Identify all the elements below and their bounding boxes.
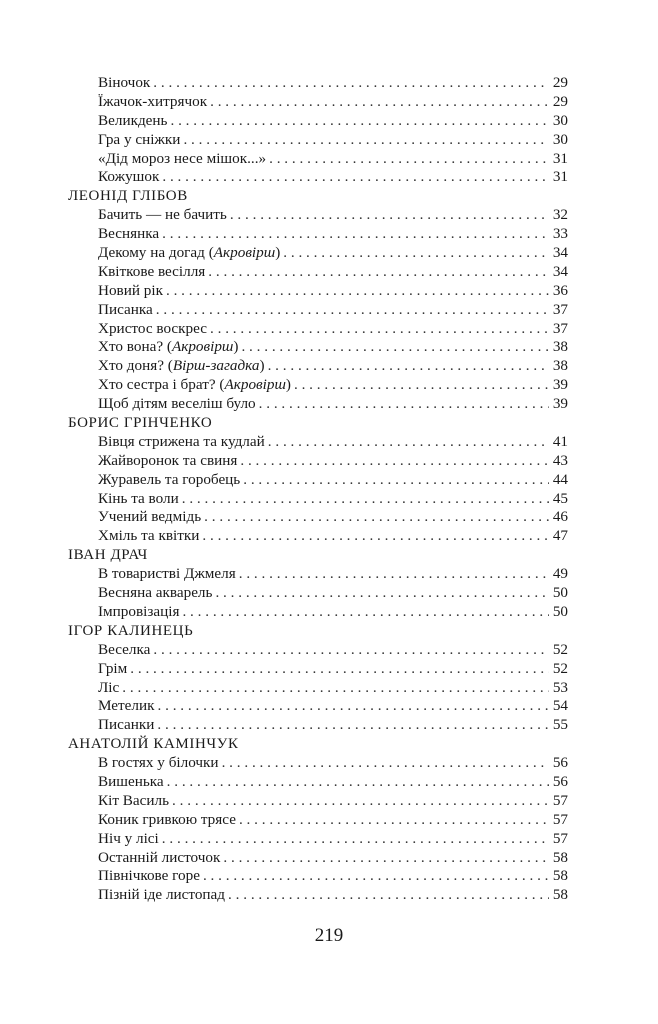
toc-entry bbox=[68, 660, 568, 679]
entry-page: 30 bbox=[552, 130, 568, 148]
dot-leader bbox=[223, 849, 549, 868]
toc-entry bbox=[68, 603, 568, 622]
author-heading bbox=[68, 735, 568, 754]
entry-title: Бачить — не бачить bbox=[98, 206, 227, 224]
author-name: БОРИС ГРІНЧЕНКО bbox=[68, 415, 213, 432]
author-heading bbox=[68, 187, 568, 206]
entry-page: 56 bbox=[552, 772, 568, 790]
entry-title: Хто доня? (Вірш-загадка) bbox=[98, 357, 265, 375]
entry-page: 36 bbox=[552, 281, 568, 299]
dot-leader bbox=[230, 206, 549, 225]
toc-entry bbox=[68, 338, 568, 357]
entry-title: Коник гривкою трясе bbox=[98, 810, 236, 828]
dot-leader bbox=[294, 376, 549, 395]
entry-title: Кожушок bbox=[98, 168, 160, 186]
entry-title: Грім bbox=[98, 659, 128, 677]
dot-leader bbox=[222, 754, 549, 773]
entry-page: 52 bbox=[552, 640, 568, 658]
entry-title: В гостях у білочки bbox=[98, 754, 219, 772]
dot-leader bbox=[240, 452, 549, 471]
toc-entry bbox=[68, 773, 568, 792]
dot-leader bbox=[203, 867, 549, 886]
entry-page: 57 bbox=[552, 791, 568, 809]
entry-title: Хто вона? (Акровірш) bbox=[98, 338, 239, 356]
toc-entry bbox=[68, 320, 568, 339]
entry-page: 39 bbox=[552, 376, 568, 394]
dot-leader bbox=[208, 263, 549, 282]
entry-title: Їжачок-хитрячок bbox=[98, 92, 208, 110]
author-name: ЛЕОНІД ГЛІБОВ bbox=[68, 188, 188, 205]
toc-entry bbox=[68, 849, 568, 868]
entry-title: Вівця стрижена та кудлай bbox=[98, 432, 265, 450]
dot-leader bbox=[239, 565, 549, 584]
toc-entry bbox=[68, 433, 568, 452]
toc-entry bbox=[68, 565, 568, 584]
toc-entry bbox=[68, 150, 568, 169]
dot-leader bbox=[241, 338, 549, 357]
dot-leader bbox=[153, 641, 549, 660]
dot-leader bbox=[204, 508, 549, 527]
entry-page: 50 bbox=[552, 602, 568, 620]
dot-leader bbox=[215, 584, 549, 603]
entry-title: Хто сестра і брат? (Акровірш) bbox=[98, 376, 291, 394]
entry-page: 47 bbox=[552, 527, 568, 545]
toc-entry bbox=[68, 452, 568, 471]
dot-leader bbox=[172, 792, 549, 811]
entry-page: 38 bbox=[552, 357, 568, 375]
toc-entry bbox=[68, 527, 568, 546]
author-heading bbox=[68, 546, 568, 565]
entry-title: Ніч у лісі bbox=[98, 829, 159, 847]
entry-title: Гра у сніжки bbox=[98, 130, 181, 148]
entry-page: 32 bbox=[552, 206, 568, 224]
entry-title: Веснянка bbox=[98, 225, 160, 243]
entry-page: 54 bbox=[552, 697, 568, 715]
dot-leader bbox=[210, 93, 549, 112]
entry-title: «Дід мороз несе мішок...» bbox=[98, 149, 267, 167]
entry-title: В товаристві Джмеля bbox=[98, 565, 236, 583]
toc-entry bbox=[68, 74, 568, 93]
toc-entry bbox=[68, 471, 568, 490]
entry-title: Жайворонок та свиня bbox=[98, 451, 238, 469]
toc-entry bbox=[68, 93, 568, 112]
dot-leader bbox=[269, 150, 549, 169]
author-name: АНАТОЛІЙ КАМІНЧУК bbox=[68, 736, 239, 753]
entry-page: 58 bbox=[552, 886, 568, 904]
entry-page: 55 bbox=[552, 716, 568, 734]
entry-title: Христос воскрес bbox=[98, 319, 207, 337]
entry-page: 33 bbox=[552, 225, 568, 243]
author-heading bbox=[68, 622, 568, 641]
toc-entry bbox=[68, 357, 568, 376]
entry-title: Хміль та квітки bbox=[98, 527, 200, 545]
dot-leader bbox=[122, 679, 549, 698]
entry-page: 50 bbox=[552, 584, 568, 602]
dot-leader bbox=[167, 773, 549, 792]
dot-leader bbox=[162, 168, 549, 187]
toc-entry bbox=[68, 584, 568, 603]
entry-page: 49 bbox=[552, 565, 568, 583]
entry-title: Ліс bbox=[98, 678, 120, 696]
entry-title: Пізній іде листопад bbox=[98, 886, 226, 904]
entry-title: Веселка bbox=[98, 640, 151, 658]
toc-entry bbox=[68, 679, 568, 698]
dot-leader bbox=[268, 357, 549, 376]
entry-title: Вишенька bbox=[98, 772, 164, 790]
author-heading bbox=[68, 414, 568, 433]
toc-entry bbox=[68, 697, 568, 716]
dot-leader bbox=[162, 225, 549, 244]
toc-entry bbox=[68, 263, 568, 282]
toc-entry bbox=[68, 886, 568, 905]
entry-note: Акровірш bbox=[213, 244, 276, 262]
author-name: ІВАН ДРАЧ bbox=[68, 547, 148, 564]
toc-entry bbox=[68, 376, 568, 395]
dot-leader bbox=[170, 112, 549, 131]
entry-title: Писанки bbox=[98, 716, 155, 734]
toc-entry bbox=[68, 225, 568, 244]
entry-page: 39 bbox=[552, 395, 568, 413]
dot-leader bbox=[182, 490, 549, 509]
dot-leader bbox=[130, 660, 549, 679]
entry-title: Квіткове весілля bbox=[98, 262, 206, 280]
dot-leader bbox=[153, 74, 549, 93]
dot-leader bbox=[158, 697, 549, 716]
entry-page: 34 bbox=[552, 244, 568, 262]
entry-title: Великдень bbox=[98, 111, 168, 129]
dot-leader bbox=[183, 131, 549, 150]
entry-page: 29 bbox=[552, 92, 568, 110]
toc-entry bbox=[68, 830, 568, 849]
toc-entry bbox=[68, 395, 568, 414]
toc-entry bbox=[68, 244, 568, 263]
toc-entry bbox=[68, 792, 568, 811]
entry-title: Щоб дітям веселіш було bbox=[98, 395, 256, 413]
entry-title: Декому на догад (Акровірш) bbox=[98, 244, 281, 262]
table-of-contents bbox=[68, 74, 568, 905]
entry-title: Журавель та горобець bbox=[98, 470, 241, 488]
entry-page: 37 bbox=[552, 300, 568, 318]
entry-page: 41 bbox=[552, 432, 568, 450]
toc-entry bbox=[68, 641, 568, 660]
toc-entry bbox=[68, 508, 568, 527]
entry-page: 58 bbox=[552, 848, 568, 866]
toc-entry bbox=[68, 716, 568, 735]
entry-title: Північкове горе bbox=[98, 867, 200, 885]
dot-leader bbox=[182, 603, 549, 622]
toc-entry bbox=[68, 112, 568, 131]
entry-page: 29 bbox=[552, 74, 568, 91]
entry-page: 52 bbox=[552, 659, 568, 677]
toc-entry bbox=[68, 206, 568, 225]
dot-leader bbox=[239, 811, 549, 830]
entry-page: 31 bbox=[552, 149, 568, 167]
entry-note: Акровірш bbox=[224, 376, 286, 394]
entry-page: 46 bbox=[552, 508, 568, 526]
toc-entry bbox=[68, 131, 568, 150]
toc-entry bbox=[68, 168, 568, 187]
entry-note: Вірш-загадка bbox=[172, 357, 260, 375]
entry-page: 30 bbox=[552, 111, 568, 129]
entry-page: 38 bbox=[552, 338, 568, 356]
dot-leader bbox=[157, 716, 549, 735]
entry-page: 58 bbox=[552, 867, 568, 885]
entry-title: Писанка bbox=[98, 300, 153, 318]
entry-title: Віночок bbox=[98, 74, 151, 91]
toc-entry bbox=[68, 282, 568, 301]
entry-page: 37 bbox=[552, 319, 568, 337]
author-name: ІГОР КАЛИНЕЦЬ bbox=[68, 622, 194, 639]
page-number: 219 bbox=[314, 925, 344, 946]
dot-leader bbox=[268, 433, 549, 452]
entry-page: 43 bbox=[552, 451, 568, 469]
entry-page: 44 bbox=[552, 470, 568, 488]
entry-title: Метелик bbox=[98, 697, 155, 715]
dot-leader bbox=[228, 886, 549, 905]
toc-entry bbox=[68, 490, 568, 509]
entry-title: Імпровізація bbox=[98, 602, 180, 620]
dot-leader bbox=[243, 471, 549, 490]
dot-leader bbox=[166, 282, 549, 301]
entry-page: 57 bbox=[552, 829, 568, 847]
entry-title: Весняна акварель bbox=[98, 584, 213, 602]
toc-entry bbox=[68, 867, 568, 886]
entry-page: 45 bbox=[552, 489, 568, 507]
entry-title: Кінь та воли bbox=[98, 489, 179, 507]
entry-title: Кіт Василь bbox=[98, 791, 170, 809]
entry-note: Акровірш bbox=[171, 338, 234, 356]
toc-entry bbox=[68, 754, 568, 773]
dot-leader bbox=[162, 830, 549, 849]
dot-leader bbox=[210, 320, 549, 339]
toc-entry bbox=[68, 301, 568, 320]
toc-entry bbox=[68, 811, 568, 830]
entry-title: Новий рік bbox=[98, 281, 163, 299]
entry-page: 31 bbox=[552, 168, 568, 186]
dot-leader bbox=[259, 395, 549, 414]
entry-page: 34 bbox=[552, 262, 568, 280]
dot-leader bbox=[283, 244, 549, 263]
entry-page: 53 bbox=[552, 678, 568, 696]
entry-title: Останній листочок bbox=[98, 848, 221, 866]
entry-page: 57 bbox=[552, 810, 568, 828]
entry-page: 56 bbox=[552, 754, 568, 772]
entry-title: Учений ведмідь bbox=[98, 508, 202, 526]
dot-leader bbox=[156, 301, 549, 320]
dot-leader bbox=[202, 527, 549, 546]
